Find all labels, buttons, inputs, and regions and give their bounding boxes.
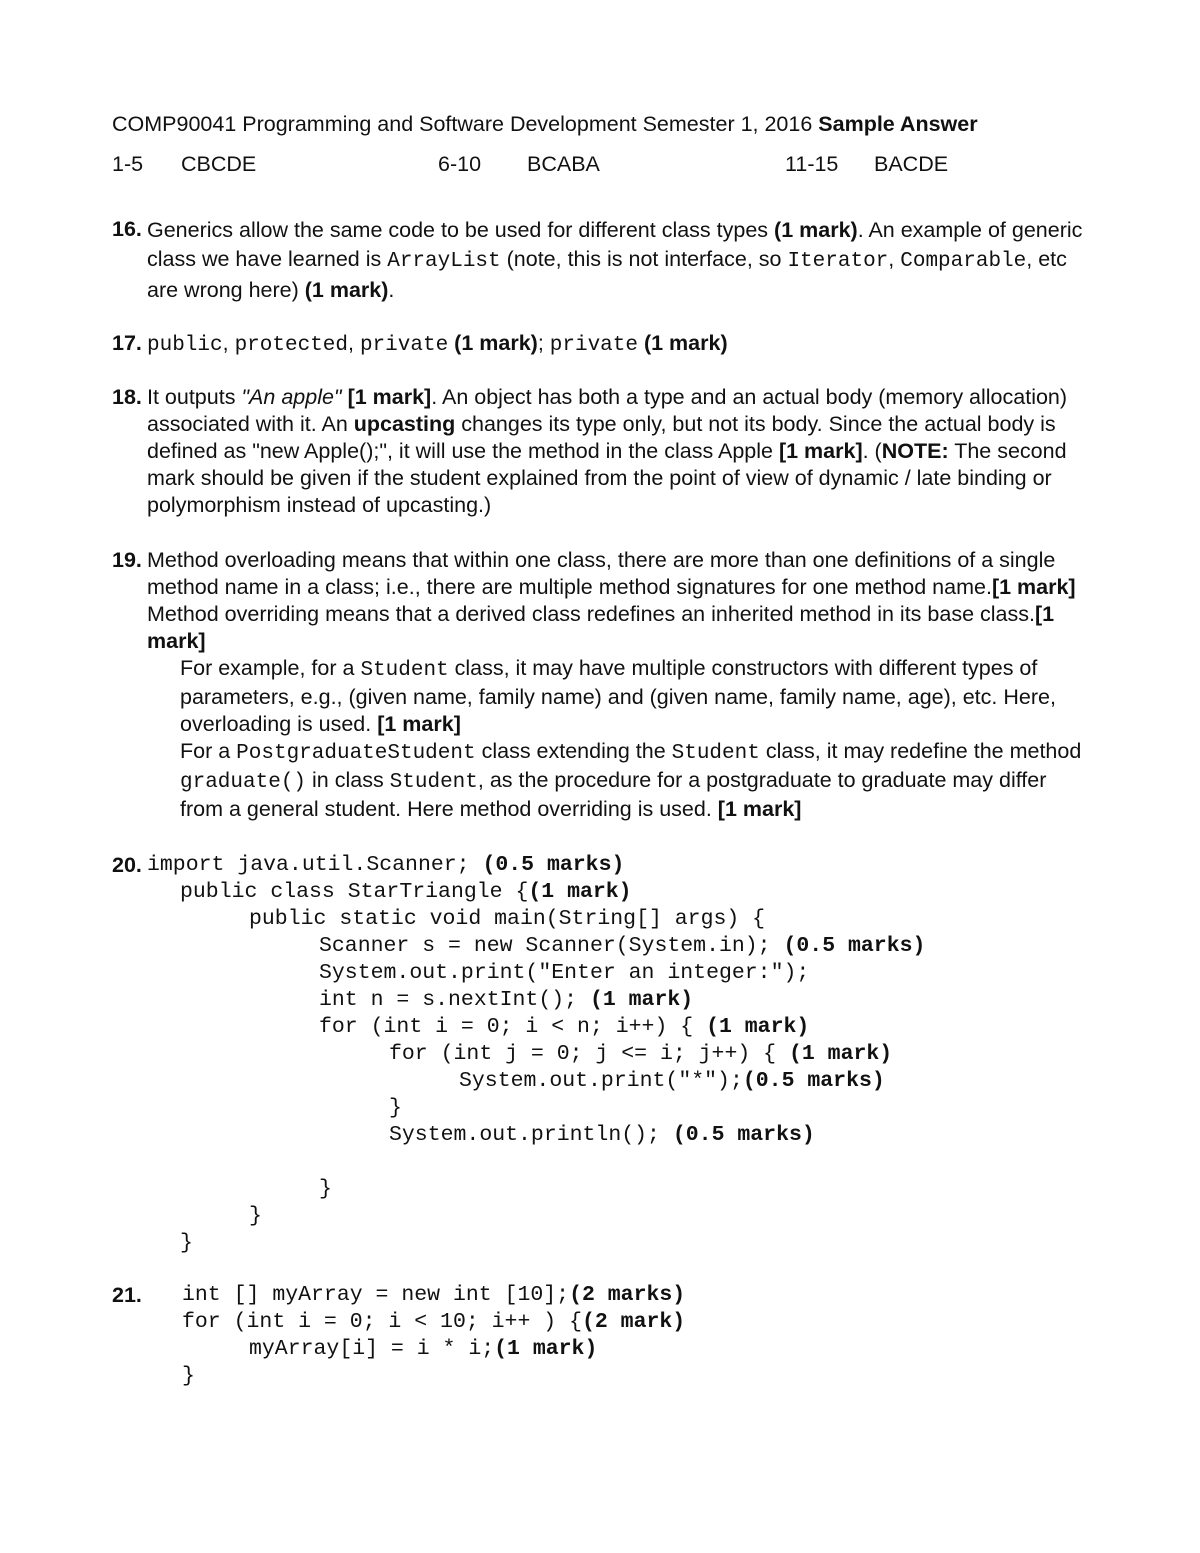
question-number: 21. — [112, 1283, 142, 1307]
text: . — [388, 278, 395, 302]
mark: (1 mark) — [589, 988, 694, 1012]
code-text: public class StarTriangle { — [180, 880, 529, 904]
code-text: System.out.print("*"); — [459, 1069, 743, 1093]
code-inline: private — [549, 334, 638, 357]
text: . An object has both a type and an actual body (memory allocation) associated with it. An — [147, 385, 1068, 436]
code-inline: private — [359, 334, 449, 357]
example-overloading — [180, 655, 1087, 738]
question-16 — [112, 216, 1087, 305]
question-17 — [112, 330, 1087, 359]
text: For example, for a — [180, 656, 361, 680]
mc-answers: BACDE — [874, 152, 949, 176]
question-number: 18. — [112, 385, 142, 409]
mark: (1 mark) — [774, 218, 858, 242]
mark: [1 mark] — [991, 575, 1076, 599]
code-inline: Iterator — [787, 250, 889, 273]
answer-text — [147, 547, 1087, 655]
text: class, it may have multiple constructors with different types of parameters, e.g., (given name, family name) and (given name, family name, age), etc. Here, overloading is used. — [180, 656, 1056, 736]
text: Generics allow the same code to be used for different class types — [147, 218, 775, 242]
mark: (1 mark) — [643, 331, 728, 355]
code-text: } — [249, 1204, 262, 1228]
mark: [1 mark] — [347, 385, 432, 409]
multiple-choice-answers — [0, 151, 1200, 179]
mark: [1 mark] — [377, 712, 461, 736]
code-inline: PostgraduateStudent — [236, 742, 476, 765]
code-line — [249, 906, 765, 933]
question-number: 17. — [112, 331, 142, 355]
mark: (1 mark) — [788, 1042, 893, 1066]
code-line — [147, 852, 624, 879]
code-text: } — [319, 1177, 332, 1201]
code-text: System.out.println(); — [389, 1123, 673, 1147]
code-line — [389, 1095, 402, 1122]
code-text: import java.util.Scanner; — [147, 853, 483, 877]
mc-answers: CBCDE — [181, 152, 257, 176]
text: . An example of generic class we have learned is — [147, 218, 1083, 271]
answer-text — [147, 216, 1087, 305]
text: . ( — [862, 439, 882, 463]
code-text: } — [182, 1364, 195, 1388]
code-text: Scanner s = new Scanner(System.in); — [319, 934, 784, 958]
code-line — [389, 1041, 892, 1068]
text: , etc are wrong here) — [147, 247, 1067, 302]
text: , — [348, 331, 360, 355]
text: class extending the — [475, 739, 672, 763]
text: , as the procedure for a postgraduate to graduate may differ from a general student. Here method overriding is used. — [180, 768, 1047, 821]
mark: (1 mark) — [304, 278, 389, 302]
mc-range: 6-10 — [438, 152, 482, 176]
mark: (0.5 marks) — [783, 934, 926, 958]
question-19 — [112, 547, 1087, 823]
text: Method overloading means that within one class, there are more than one definitions of a single method name in a class; i.e., there are multiple method signatures for one method name. — [147, 548, 1056, 599]
text: class, it may redefine the method — [759, 739, 1082, 763]
code-line — [319, 933, 925, 960]
code-text: System.out.print("Enter an integer:"); — [319, 961, 810, 985]
mark: (1 mark) — [528, 880, 632, 904]
code-inline: Comparable — [900, 250, 1027, 273]
code-text: public static void main(String[] args) { — [249, 907, 766, 931]
mark: (1 mark) — [454, 331, 538, 355]
code-line — [182, 1309, 685, 1336]
code-line — [180, 879, 632, 906]
question-number: 16. — [112, 217, 142, 241]
text: (note, this is not interface, so — [500, 247, 788, 271]
text: changes its type only, but not its body. Since the actual body is defined as "new Apple();", it will use the method in the class Apple — [147, 412, 1056, 463]
code-text: int [] myArray = new int [10]; — [182, 1283, 570, 1307]
mark: (1 mark) — [494, 1337, 598, 1361]
code-line — [389, 1122, 815, 1149]
document-header — [112, 111, 978, 138]
code-inline: Student — [389, 771, 478, 794]
text: , — [888, 247, 901, 271]
code-inline: ArrayList — [387, 250, 501, 273]
code-inline: Student — [360, 659, 449, 682]
mc-answers: BCABA — [527, 152, 600, 176]
code-line — [182, 1363, 195, 1390]
code-line — [319, 987, 693, 1014]
mark: (0.5 marks) — [742, 1069, 885, 1093]
text: It outputs — [147, 385, 242, 409]
code-line — [182, 1282, 685, 1309]
code-line — [319, 1176, 332, 1203]
question-number: 20. — [112, 853, 142, 877]
code-inline: Student — [671, 742, 760, 765]
answer-text — [147, 330, 1087, 359]
mark: [1 mark] — [778, 439, 863, 463]
keyword: upcasting — [353, 412, 456, 436]
code-line — [319, 1014, 809, 1041]
mark: [1 mark] — [147, 602, 1055, 653]
code-line — [249, 1203, 262, 1230]
code-line — [319, 960, 809, 987]
mark: (2 marks) — [569, 1283, 686, 1307]
text: , — [222, 331, 235, 355]
mc-range: 11-15 — [785, 152, 839, 176]
text: The second mark should be given if the student explained from the point of view of dynamic / late binding or polymorphism instead of upcasting.) — [147, 439, 1067, 517]
code-inline: public — [147, 334, 223, 357]
text: ; — [537, 331, 550, 355]
code-text: } — [389, 1096, 402, 1120]
question-number: 19. — [112, 548, 142, 572]
code-line — [180, 1230, 193, 1257]
code-line — [249, 1336, 597, 1363]
code-line — [459, 1068, 885, 1095]
code-inline: protected — [234, 334, 348, 357]
code-inline: graduate() — [180, 771, 307, 794]
code-text: for (int i = 0; i < n; i++) { — [319, 1015, 707, 1039]
mc-range: 1-5 — [112, 152, 144, 176]
mark: (2 mark) — [581, 1310, 686, 1334]
mark: [1 mark] — [717, 797, 802, 821]
output-quote: "An apple" — [241, 385, 342, 409]
header-title: COMP90041 Programming and Software Development Semester 1, 2016 — [112, 112, 819, 136]
code-text: for (int j = 0; j <= i; j++) { — [389, 1042, 789, 1066]
question-18 — [112, 384, 1087, 519]
mark: (1 mark) — [706, 1015, 810, 1039]
code-text: } — [180, 1231, 193, 1255]
code-text: myArray[i] = i * i; — [249, 1337, 495, 1361]
header-title-bold: Sample Answer — [818, 112, 978, 136]
text: Method overriding means that a derived class redefines an inherited method in its base class. — [147, 602, 1035, 626]
text: in class — [306, 768, 390, 792]
code-text: int n = s.nextInt(); — [319, 988, 590, 1012]
mark: (0.5 marks) — [482, 853, 625, 877]
note-label: NOTE: — [881, 439, 949, 463]
code-text: for (int i = 0; i < 10; i++ ) { — [182, 1310, 582, 1334]
answer-text — [147, 384, 1087, 519]
mark: (0.5 marks) — [672, 1123, 815, 1147]
text: For a — [180, 739, 237, 763]
example-overriding — [180, 738, 1087, 823]
